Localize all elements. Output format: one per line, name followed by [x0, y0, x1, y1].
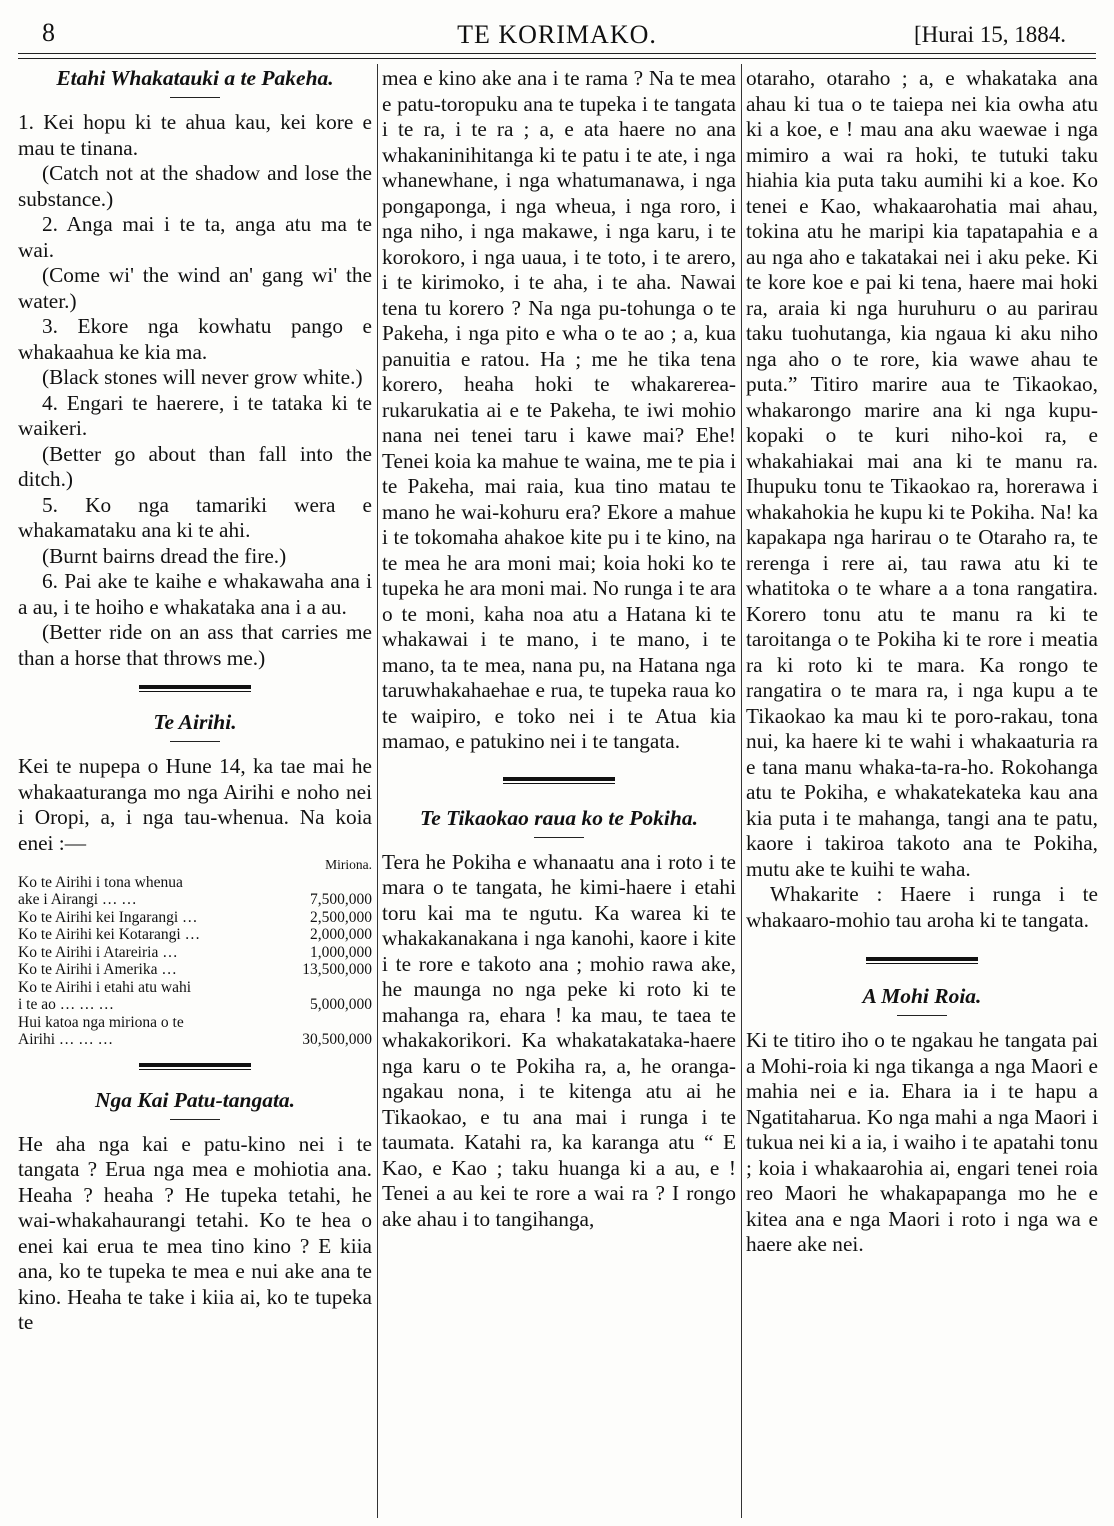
table-row-label: Ko te Airihi kei Ingarangi … — [18, 908, 198, 926]
issue-date: [Hurai 15, 1884. — [913, 22, 1066, 47]
article-paragraph: Ki te titiro iho o te ngakau he tangata pai a Mohi-roia ki nga tikanga a nga Maori e mahia nei e ia. Ehara ia i te hapu a Ngatitaharua. Ko nga mahi a nga Maori i tukua nei ki a ia, i waiho i te apatahi tonu ; koia i whakaarohia ai, engari tenei roia reo Maori he whakapapanga mo he e kitea ana e nga Maori i roto i nga wa e haere ake nei. — [746, 1028, 1098, 1256]
table-row-value: 1,000,000 — [310, 943, 372, 961]
column-3 — [746, 66, 1098, 1518]
table-row-value: 5,000,000 — [310, 996, 372, 1013]
proverb-maori: 3. Ekore nga kowhatu pango e whakaahua ke kia ma. — [18, 314, 372, 364]
table-row-label: i te ao … … … — [18, 996, 114, 1013]
table-row-label: Ko te Airihi i Amerika … — [18, 961, 177, 978]
table-row-label: Ko te Airihi i tona whenua — [18, 873, 183, 891]
section-title-mohi-roia: A Mohi Roia. — [862, 984, 982, 1008]
header-rule-top — [18, 53, 1096, 54]
short-rule — [897, 1015, 947, 1016]
proverb-english: (Black stones will never grow white.) — [42, 365, 363, 389]
article-paragraph: otaraho, otaraho ; a, e whakataka ana ahau ki tua o te taiepa nei kia owha atu ki a koe, e ! mau ana aku waewae i nga mimiro a wai ra hoki, te tutuki taku hiahia kia puta taku aumihi ki a koe. Ko tenei e Kao, whakaarohatia mai ahau, tokina atu he maripi kia tapatapahia e a au nga aho e takatakai nei i aku peke. Ki te kore koe e pai ki tena, haere mai hoki ra, araia ki nga huruhuru o au parirau taku tuohutanga, kia ngaua ki aku niho nga aho o te rore, kia wawe ahau te puta.” Titiro marire aua te Tikaokao, whakarongo marire ana ki nga kupu-kopaki o te kuri niho-koi ra, e whakahiakai mai ana ki te manu ra. Ihupuku tonu te Tikaokao ra, horerawa i whakahokia he kupu ki te Pokiha. Na! ka kapakapa nga harirau o te Otaraho ra, te rerenga i rere ai, tau rawa atu ki te whatitoka o te whare a a tona rangatira. Korero tonu atu te manu ra ki te taroitanga o te Pokiha ki te rore i meatia ra ki roto ki te mara. Ka rongo te rangatira o te mara ra, i nga kupu a te Tikaokao ka mau ki te poro-rakau, tona nui, ka haere ki te wahi i whakaaturia ra e tana manu whaka-ta-ra-ho. Rokohanga atu te Pokiha, e whakatekateka kau ana kia puta i te mahanga, tangi ana te patu, kaore i takiroa takoto ana te Pokiha, mutu ake te kuihi te waha. — [746, 66, 1098, 881]
proverb-english: (Come wi' the wind an' gang wi' the water.) — [18, 263, 372, 313]
table-row-value: 7,500,000 — [310, 891, 372, 908]
proverb-maori: 2. Anga mai i te ta, anga atu ma te wai. — [18, 212, 372, 262]
table-row-label: Ko te Airihi i etahi atu wahi — [18, 978, 192, 996]
proverb-english: (Better ride on an ass that carries me than a horse that throws me.) — [18, 620, 372, 670]
table-row-label: Airihi … … … — [18, 1031, 114, 1048]
section-divider — [139, 685, 251, 692]
page-header — [18, 14, 1096, 49]
table-row-value: 2,500,000 — [310, 908, 372, 926]
section-title-killers: Nga Kai Patu-tangata. — [94, 1087, 296, 1112]
table-row-label: ake i Airangi … … — [18, 891, 137, 908]
section-title-proverbs: Etahi Whakatauki a te Pakeha. — [56, 66, 334, 90]
section-divider — [139, 1063, 251, 1070]
proverb-maori: 5. Ko nga tamariki wera e whakamataku ana ki te ahi. — [18, 492, 372, 542]
article-paragraph: He aha nga kai e patu-kino nei i te tangata ? Erua nga mea e mohiotia ana. Heaha ? heaha ? He tupeka tetahi, he wai-whakahaurangi tetahi. Ko te hea o enei kai erua te mea tino kino ? E kiia ana, ko te tupeka te mea e nui ake ana te kino. Heaha te take i kiia ai, ko te tupeka te — [18, 1131, 372, 1334]
section-divider — [503, 777, 615, 784]
column-2 — [382, 66, 736, 1518]
article-moral: Whakarite : Haere i runga i te whakaaro-mohio tau aroha ki te tangata. — [746, 882, 1098, 932]
irish-population-table — [18, 856, 372, 1049]
table-row-value: 2,000,000 — [310, 926, 372, 943]
table-row-label: Ko te Airihi i Atareiria … — [18, 943, 178, 961]
table-row-value: 13,500,000 — [302, 961, 372, 978]
short-rule — [170, 741, 220, 742]
proverb-maori: 4. Engari te haerere, i te tataka ki te waikeri. — [18, 390, 372, 440]
table-unit-label: Miriona. — [325, 857, 372, 872]
article-paragraph: mea e kino ake ana i te rama ? Na te mea e patu-toropuku ana te tupeka i te tangata i te ra, i te ra ; a, e ata haere no ana whakaninihitanga ki te patu i te ate, i nga whanewhane, i nga whatumanawa, i nga pongaponga, i nga wheua, i nga roro, i nga niho, i nga makawe, i nga karu, i te korokoro, i nga uaua, i te toto, i te arero, i te kirimoko, i te aha, i te aha. Nawai tena tu korero ? Na nga pu-tohunga o te Pakeha, i nga pito e wha o te ao ; a, kua panuitia e ratou. Ha ; me he tika tena korero, heaha hoki te whakarerea-rukarukatia ai e te Pakeha, te iwi mohio nana nei tenei taru i kawe mai? Ehe! Tenei koia ka mahue te waina, me te pia i te Pakeha, mai raia, kua tino matau te mano he wai-kohuru era? Ekore a mahue i te tokomaha ahakoe kite pu i te kino, na te mea he ara moni mai; koia hoki ko te tupeka he ara moni mai. No runga i te ara o te moni, kaha noa atu a Hatana ki te whakawai i te mano, i te mano, i te mano, ta te mea, nana pu, na Hatana nga taruwhakahaehae e rua, te tupeka raua ko te waipiro, e toko nei i te Atua kia mamao, e patukino nei i te tangata. — [382, 66, 736, 753]
header-rule-bottom — [18, 58, 1096, 59]
column-separator — [377, 64, 378, 1518]
irish-intro: Kei te nupepa o Hune 14, ka tae mai he whakaaturanga mo nga Airihi e noho nei i Oropi, a, i nga tau-whenua. Na koia enei :— — [18, 754, 372, 855]
short-rule — [170, 97, 220, 98]
proverb-english: (Burnt bairns dread the fire.) — [42, 543, 287, 568]
article-paragraph: Tera he Pokiha e whanaatu ana i roto i te mara o te tangata, he kimi-haere i etahi toru kai ma te ngutu. Ka warea ki te whakakanakana i nga kanohi, kaore i kite i te rore e takoto ana ; mohio rawa ake, he maunga no nga peke ki roto ki te mahanga ra, ehara ! ka mau, te taea te whakakorikori. Ka whakatakataka-haere nga karu o te Pokiha ra, a, he oranga-ngakau nona, i te kitenga atu ai he Tikaokao, e tu ana mai i runga i te taumata. Katahi ra, ka karanga atu “ E Kao, e Kao ; taku huanga ki a au, e ! Tenei a au kei te rore a wai ra ? I rongo ake ahau i to tangihanga, — [382, 849, 736, 1231]
newspaper-title: TE KORIMAKO. — [457, 20, 657, 49]
short-rule — [170, 1119, 220, 1120]
table-row-label: Hui katoa nga miriona o te — [18, 1013, 184, 1031]
proverb-maori: 6. Pai ake te kaihe e whakawaha ana i a au, i te hoiho e whakataka ana i a au. — [18, 569, 372, 619]
table-total-value: 30,500,000 — [302, 1031, 372, 1048]
section-title-rooster-fox: Te Tikaokao raua ko te Pokiha. — [420, 805, 698, 830]
proverb-english: (Catch not at the shadow and lose the substance.) — [18, 161, 372, 211]
column-1 — [18, 66, 372, 1518]
section-divider — [866, 957, 978, 964]
page-number: 8 — [42, 18, 55, 47]
proverb-english: (Better go about than fall into the ditch.) — [18, 441, 372, 491]
column-separator — [741, 64, 742, 1518]
section-title-irish: Te Airihi. — [153, 710, 237, 734]
table-row-label: Ko te Airihi kei Kotarangi … — [18, 926, 201, 943]
proverb-maori: 1. Kei hopu ki te ahua kau, kei kore e mau te tinana. — [18, 110, 372, 160]
short-rule — [534, 837, 584, 838]
